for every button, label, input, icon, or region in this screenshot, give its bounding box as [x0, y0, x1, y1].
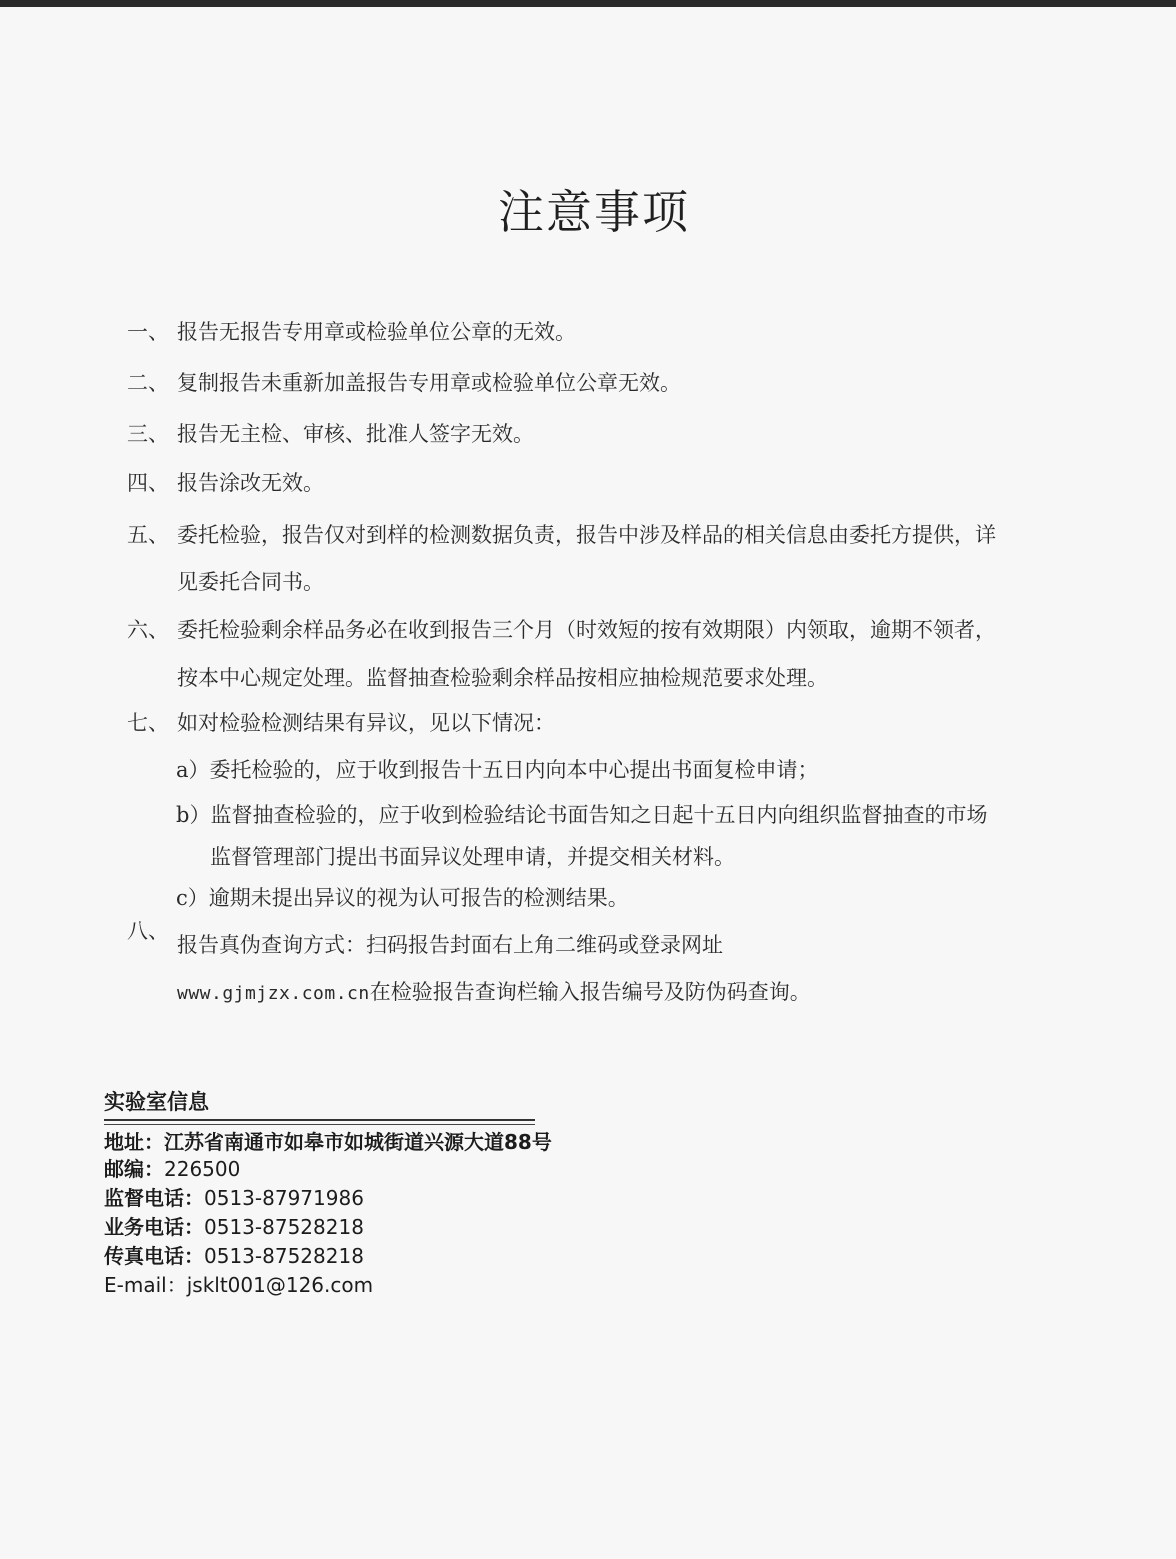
- item-text: 复制报告未重新加盖报告专用章或检验单位公章无效。: [177, 371, 681, 395]
- supervision-phone-value: 0513-87971986: [204, 1186, 364, 1210]
- item-number: 四、: [127, 471, 169, 495]
- lab-fax: [104, 1240, 364, 1269]
- supervision-phone-label: 监督电话：: [104, 1186, 204, 1210]
- sub-item-a: a）委托检验的，应于收到报告十五日内向本中心提出书面复检申请；: [176, 758, 819, 782]
- lab-email: [104, 1269, 373, 1298]
- item-number: 一、: [127, 320, 169, 344]
- lab-info-title: 实验室信息: [104, 1090, 209, 1114]
- business-phone-value: 0513-87528218: [204, 1215, 364, 1239]
- divider: [104, 1119, 535, 1121]
- item-text: 委托检验剩余样品务必在收到报告三个月（时效短的按有效期限）内领取，逾期不领者，: [177, 618, 996, 642]
- page-title: 注意事项: [498, 185, 690, 239]
- fax-value: 0513-87528218: [204, 1244, 364, 1268]
- query-url: www.gjmjzx.com.cn: [177, 983, 370, 1004]
- item-number: 七、: [127, 711, 169, 735]
- scan-top-edge: [0, 0, 1176, 7]
- item-text: 委托检验，报告仅对到样的检测数据负责，报告中涉及样品的相关信息由委托方提供，详: [177, 523, 996, 547]
- sub-item-c: c）逾期未提出异议的视为认可报告的检测结果。: [176, 886, 629, 910]
- item-text: 报告涂改无效。: [177, 471, 324, 495]
- email-label: E-mail：: [104, 1273, 187, 1297]
- item-text: 报告无报告专用章或检验单位公章的无效。: [177, 320, 576, 344]
- item-number: 五、: [127, 523, 169, 547]
- query-url-line: [177, 976, 811, 1006]
- lab-address: [104, 1126, 552, 1155]
- item-text-continued: 按本中心规定处理。监督抽查检验剩余样品按相应抽检规范要求处理。: [177, 666, 828, 690]
- item-number: 八、: [127, 919, 169, 943]
- item-text: 如对检验检测结果有异议，见以下情况：: [177, 711, 555, 735]
- address-value: 江苏省南通市如皋市如城街道兴源大道88号: [164, 1130, 552, 1154]
- item-text-continued: 见委托合同书。: [177, 570, 324, 594]
- business-phone-label: 业务电话：: [104, 1215, 204, 1239]
- sub-item-b-continued: 监督管理部门提出书面异议处理申请，并提交相关材料。: [210, 845, 735, 869]
- address-label: 地址：: [104, 1130, 164, 1154]
- item-number: 六、: [127, 618, 169, 642]
- item-text: 报告无主检、审核、批准人签字无效。: [177, 422, 534, 446]
- email-value: jsklt001@126.com: [186, 1273, 374, 1297]
- postcode-value: 226500: [164, 1157, 241, 1181]
- postcode-label: 邮编：: [104, 1157, 164, 1181]
- query-instructions: 在检验报告查询栏输入报告编号及防伪码查询。: [369, 980, 811, 1004]
- item-number: 三、: [127, 422, 169, 446]
- lab-postcode: [104, 1153, 240, 1182]
- lab-supervision-phone: [104, 1182, 364, 1211]
- fax-label: 传真电话：: [104, 1244, 204, 1268]
- lab-business-phone: [104, 1211, 364, 1240]
- divider: [104, 1124, 535, 1125]
- item-number: 二、: [127, 371, 169, 395]
- sub-item-b: b）监督抽查检验的，应于收到检验结论书面告知之日起十五日内向组织监督抽查的市场: [176, 803, 988, 827]
- item-text: 报告真伪查询方式：扫码报告封面右上角二维码或登录网址: [177, 933, 723, 957]
